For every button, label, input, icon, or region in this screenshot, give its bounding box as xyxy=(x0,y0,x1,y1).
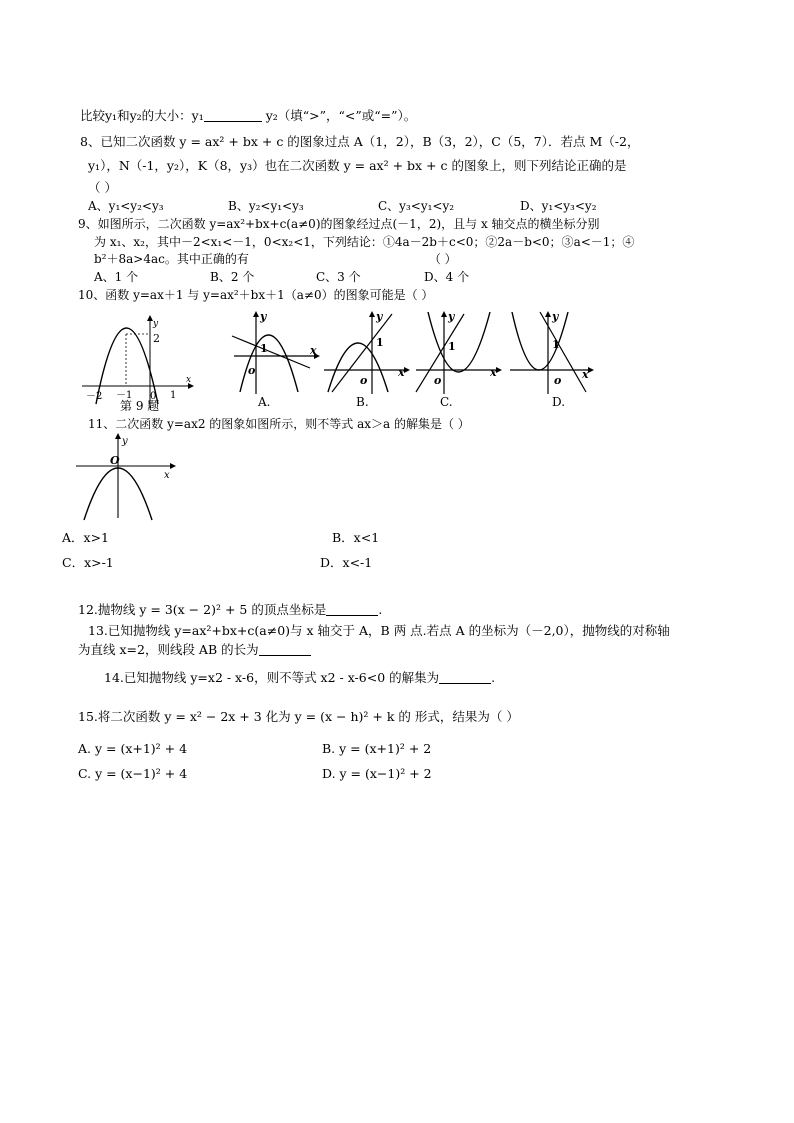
graph-d-x-label: x xyxy=(582,368,589,381)
q10-choice-d: D. xyxy=(552,395,566,409)
q8-option-c: C、y₃<y₁<y₂ xyxy=(378,199,455,213)
q9-neg2-label: －2 xyxy=(86,391,103,402)
q9-zero-label: 0 xyxy=(150,391,157,402)
q8-option-b: B、y₂<y₁<y₃ xyxy=(228,199,304,213)
q10-choice-b: B. xyxy=(356,395,369,409)
q10-graph-c xyxy=(412,308,507,398)
graph-a-y-label: y xyxy=(260,310,267,323)
graph-a-o-label: o xyxy=(248,364,256,377)
graph-c-x-label: x xyxy=(490,366,497,379)
q9-option-a: A、1 个 xyxy=(94,270,139,284)
graph-a-one-label: 1 xyxy=(260,342,268,355)
graph-c-o-label: o xyxy=(434,374,442,387)
q12-line: 12.抛物线 y = 3(x − 2)² + 5 的顶点坐标是 . xyxy=(78,602,383,617)
q9-neg1-label: －1 xyxy=(116,390,133,401)
q10-graph-d xyxy=(506,308,598,398)
q8-line2: y₁），N（-1，y₂），K（8，y₃）也在二次函数 y = ax² + bx + c 的图象上，则下列结论正确的是 xyxy=(88,158,627,173)
q15-option-c: C. y = (x−1)² + 4 xyxy=(78,766,188,781)
compare-tail: y₂（填“>”，“<”或“=”）。 xyxy=(265,108,417,123)
q9-option-c: C、3 个 xyxy=(316,270,361,284)
q8-option-a: A、y₁<y₂<y₃ xyxy=(88,199,164,213)
q9-option-d: D、4 个 xyxy=(424,270,470,284)
graph-b-o-label: o xyxy=(360,374,368,387)
q11-option-d: D．x<-1 xyxy=(320,555,373,570)
q10-graph-a xyxy=(228,308,323,398)
q10-choice-a: A. xyxy=(258,395,271,409)
q9-line1: 9、如图所示，二次函数 y=ax²+bx+c(a≠0)的图象经过点(－1，2)，且与 x 轴交点的横坐标分别 xyxy=(78,217,600,231)
q15-option-b: B. y = (x+1)² + 2 xyxy=(322,741,432,756)
graph-d-y-label: y xyxy=(552,310,559,323)
q11-graph xyxy=(72,432,182,522)
q10-text: 10、函数 y=ax＋1 与 y=ax²＋bx＋1（a≠0）的图象可能是（ ） xyxy=(78,288,434,302)
q14-blank[interactable] xyxy=(439,671,491,684)
answer-blank[interactable] xyxy=(204,109,262,122)
q9-two-label: 2 xyxy=(153,332,160,345)
q12-text: 12.抛物线 y = 3(x − 2)² + 5 的顶点坐标是 xyxy=(78,602,327,617)
q13-line2: 为直线 x=2，则线段 AB 的长为 xyxy=(78,642,311,658)
graph-b-one-label: 1 xyxy=(376,336,384,349)
graph-a-x-label: x xyxy=(310,344,317,357)
compare-text: 比较y₁和y₂的大小：y₁ xyxy=(80,108,204,123)
graph-b-y-label: y xyxy=(376,310,383,323)
graph-c-y-label: y xyxy=(448,310,455,323)
q8-paren: （ ） xyxy=(88,180,117,195)
q11-o-label: O xyxy=(110,454,120,467)
compare-line xyxy=(80,108,416,124)
q9-option-b: B、2 个 xyxy=(210,270,255,284)
q10-choice-c: C. xyxy=(440,395,453,409)
graph-c-one-label: 1 xyxy=(448,340,456,353)
q9-line3: b²＋8a>4ac。其中正确的有 （ ） xyxy=(94,252,457,266)
q9-line2: 为 x₁、x₂，其中－2<x₁<－1，0<x₂<1，下列结论：①4a－2b＋c<0；②2a－b<0；③a<－1；④ xyxy=(94,235,635,249)
q9-one-label: 1 xyxy=(170,390,177,401)
graph-d-one-label: 1 xyxy=(552,338,560,351)
q15-option-a: A. y = (x+1)² + 4 xyxy=(78,741,188,756)
q11-text: 11、二次函数 y=ax2 的图象如图所示，则不等式 ax＞a 的解集是（ ） xyxy=(88,417,470,431)
q8-line1: 8、已知二次函数 y = ax² + bx + c 的图象过点 A（1，2），B（3，2），C（5，7）．若点 M（-2， xyxy=(80,134,640,149)
q12-blank[interactable] xyxy=(326,603,378,616)
q13-blank[interactable] xyxy=(259,643,311,656)
q9-figure-caption: 第 9 题 xyxy=(120,399,160,413)
q11-y-label: y xyxy=(122,436,128,447)
q11-option-a: A．x>1 xyxy=(62,530,110,545)
q9-figure xyxy=(78,312,198,412)
q11-x-label: x xyxy=(164,470,170,481)
q9-x-label: x xyxy=(186,375,192,385)
q11-option-b: B．x<1 xyxy=(332,530,380,545)
q11-option-c: C．x>-1 xyxy=(62,555,114,570)
q13-line1: 13.已知抛物线 y=ax²+bx+c(a≠0)与 x 轴交于 A，B 两 点.若点 A 的坐标为（－2,0），抛物线的对称轴 xyxy=(88,623,670,638)
q10-graph-b xyxy=(320,308,415,398)
q8-option-d: D、y₁<y₃<y₂ xyxy=(520,199,597,213)
q14-line: 14.已知抛物线 y=x2 - x-6，则不等式 x2 - x-6<0 的解集为 . xyxy=(104,670,496,685)
q15-option-d: D. y = (x−1)² + 2 xyxy=(322,766,432,781)
graph-b-x-label: x xyxy=(398,366,405,379)
graph-d-o-label: o xyxy=(554,374,562,387)
q9-y-label: y xyxy=(153,319,159,329)
q15-text: 15.将二次函数 y = x² − 2x + 3 化为 y = (x − h)² + k 的 形式，结果为（ ） xyxy=(78,709,519,724)
